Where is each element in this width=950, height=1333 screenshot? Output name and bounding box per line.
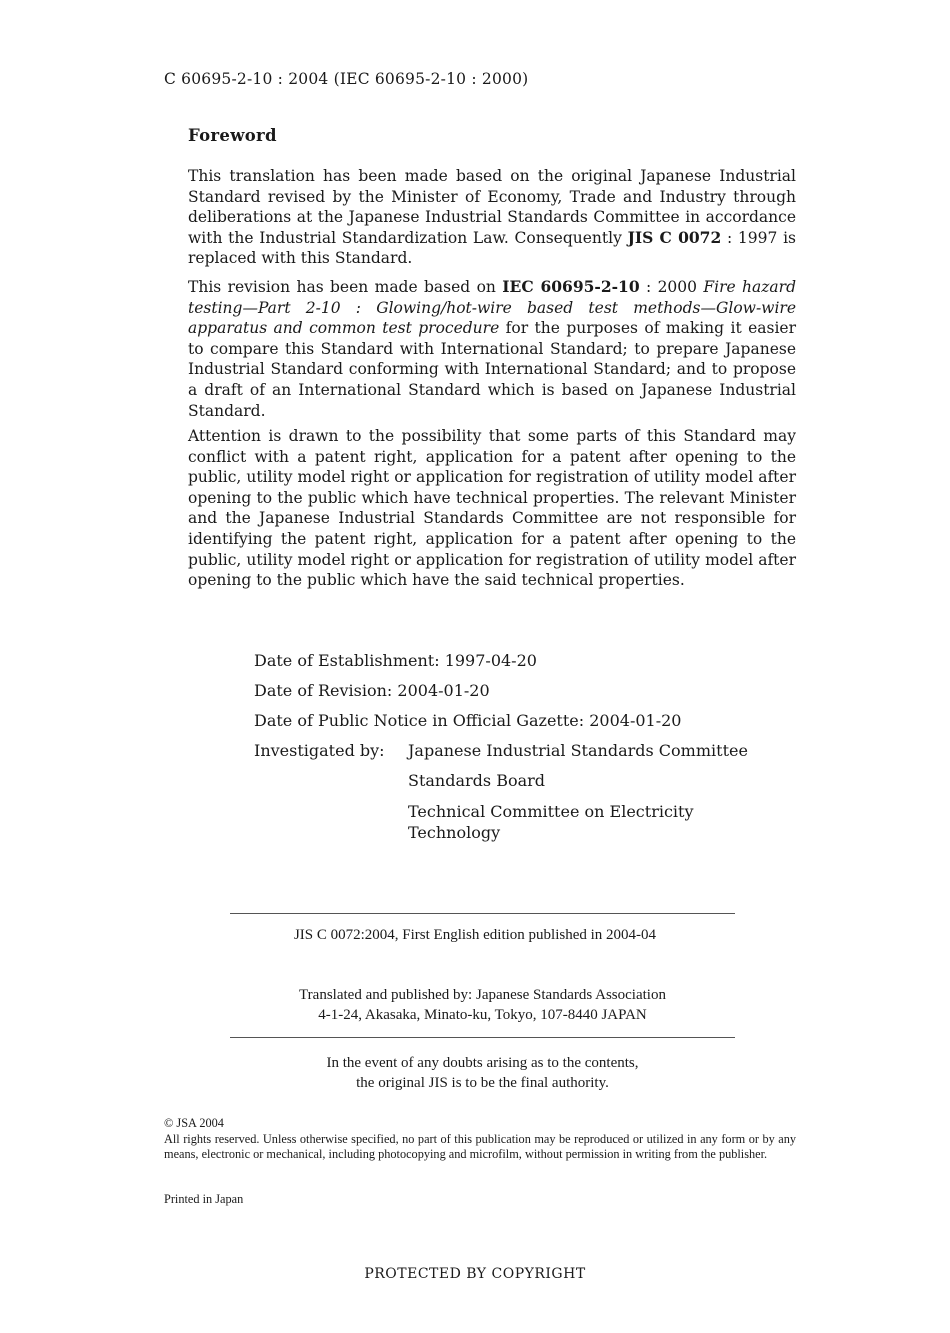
edition-note: JIS C 0072:2004, First English edition published in 2004-04 [293,927,657,943]
publisher-address: 4-1-24, Akasaka, Minato-ku, Tokyo, 107-8440 JAPAN [318,1007,647,1023]
authority-line-1: In the event of any doubts arising as to the contents, [326,1055,639,1071]
document-header: C 60695-2-10 : 2004 (IEC 60695-2-10 : 2000) [164,70,529,88]
copyright-block [164,1116,796,1163]
p2-italic-title: Fire hazard testing—Part 2-10 : Glowing/hot-wire based test methods—Glow-wire apparatus and common test procedure [188,278,796,338]
publisher-block [230,985,735,1025]
p1-text-b: : 1997 is replaced with this Standard. [188,228,796,268]
publisher-line: Translated and published by: Japanese Standards Association [299,987,666,1003]
printed-in: Printed in Japan [164,1192,244,1206]
investigated-technical-committee: Technical Committee on Electricity Technology [408,802,694,842]
investigated-label: Investigated by: [254,741,385,760]
p1-text-a: This translation has been made based on the original Japanese Industrial Standard revised by the Minister of Economy, Trade and Industry through deliberations at the Japanese Industrial Standards Committee in accordance with the Industrial Standardization Law. Consequently [188,167,796,247]
copyright-body: All rights reserved. Unless otherwise specified, no part of this publication may be reproduced or utilized in any form or by any means, electronic or mechanical, including photocopying and microfilm, without permission in writing from the publisher. [164,1131,796,1161]
date-establishment: Date of Establishment: 1997-04-20 [254,651,537,670]
foreword-paragraph-2 [188,277,796,421]
authority-note [230,1053,735,1093]
p1-bold-ref: JIS C 0072 [627,227,722,247]
p2-text-b: : 2000 [639,278,704,296]
divider-bottom [230,1037,735,1038]
foreword-paragraph-1 [188,166,796,269]
authority-line-2: the original JIS is to be the final authority. [356,1075,609,1091]
divider-top [230,913,735,914]
date-gazette: Date of Public Notice in Official Gazette: 2004-01-20 [254,711,682,730]
p2-text-c: for the purposes of making it easier to compare this Standard with International Standard; to prepare Japanese Industrial Standard conforming with International Standard; and to propose a draft of an International Standard which is based on Japanese Industrial Standard. [188,319,796,420]
p2-bold-ref: IEC 60695-2-10 [502,277,640,296]
copyright-mark: © JSA 2004 [164,1116,224,1130]
investigated-board: Standards Board [408,771,546,790]
foreword-title: Foreword [188,126,277,145]
p2-text-a: This revision has been made based on [188,278,503,296]
footer-protected: PROTECTED BY COPYRIGHT [364,1266,586,1282]
date-revision: Date of Revision: 2004-01-20 [254,681,490,700]
foreword-paragraph-3: Attention is drawn to the possibility that some parts of this Standard may conflict with a patent right, application for a patent after opening to the public, utility model right or application for registration of utility model after opening to the public which have technical properties. The relevant Minister and the Japanese Industrial Standards Committee are not responsible for identifying the patent right, application for a patent after opening to the public, utility model right or application for registration of utility model after opening to the public which have the said technical properties. [188,427,796,590]
investigated-committee: Japanese Industrial Standards Committee [408,741,748,760]
